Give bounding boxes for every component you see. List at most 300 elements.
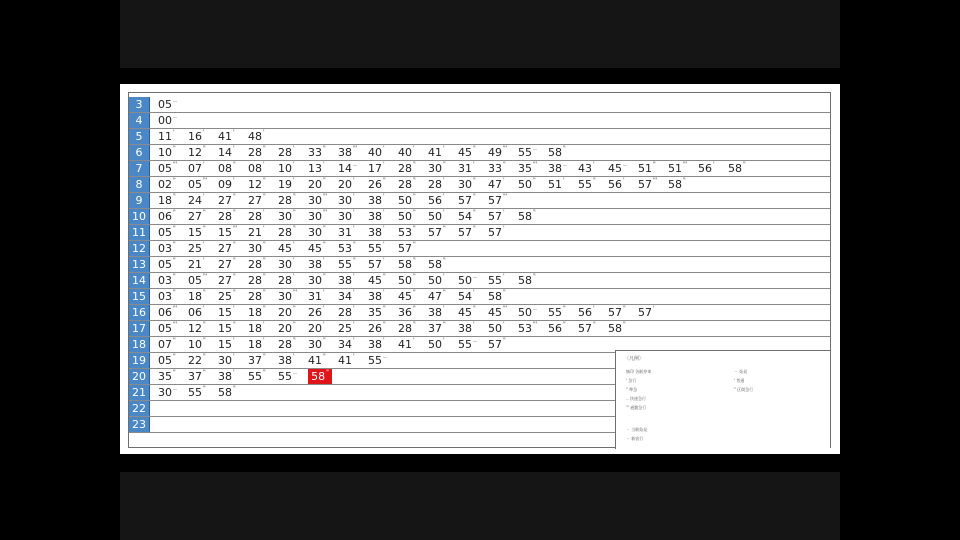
departure-cell[interactable] bbox=[668, 161, 698, 176]
departure-cell[interactable] bbox=[368, 321, 398, 336]
departure-cell[interactable] bbox=[308, 225, 338, 240]
departure-minute: 16 bbox=[188, 130, 202, 143]
departure-cell[interactable] bbox=[458, 161, 488, 176]
departure-cell[interactable] bbox=[158, 225, 188, 240]
train-type-mark: " bbox=[173, 369, 176, 376]
departure-cell-highlighted[interactable] bbox=[308, 369, 332, 384]
departure-cell[interactable] bbox=[158, 161, 188, 176]
departure-cell[interactable] bbox=[488, 305, 518, 320]
departure-cell[interactable] bbox=[398, 161, 428, 176]
train-type-mark: " bbox=[443, 257, 446, 264]
departure-minute: 55 bbox=[578, 178, 592, 191]
departure-cell[interactable] bbox=[368, 353, 398, 368]
departure-cell[interactable] bbox=[188, 241, 218, 256]
departure-cell[interactable] bbox=[338, 321, 368, 336]
train-type-mark: " bbox=[233, 273, 236, 280]
departure-cell[interactable] bbox=[488, 161, 518, 176]
departure-cell[interactable] bbox=[308, 321, 338, 336]
departure-minute: 20 bbox=[278, 306, 292, 319]
departure-cell[interactable] bbox=[308, 161, 338, 176]
departure-cell[interactable] bbox=[158, 209, 188, 224]
departure-cell[interactable] bbox=[518, 321, 548, 336]
departure-cell[interactable] bbox=[428, 193, 458, 208]
departure-cell[interactable] bbox=[398, 193, 428, 208]
departure-cell[interactable] bbox=[518, 209, 548, 224]
train-type-mark: " bbox=[353, 257, 356, 264]
departure-minute: 12 bbox=[248, 178, 262, 191]
departure-cell[interactable] bbox=[458, 193, 488, 208]
departure-cell[interactable] bbox=[278, 289, 308, 304]
departure-minute: 38 bbox=[368, 194, 382, 207]
departure-cell[interactable] bbox=[158, 193, 188, 208]
departure-cell[interactable] bbox=[218, 241, 248, 256]
departure-cell[interactable] bbox=[458, 337, 488, 352]
train-type-mark: "' bbox=[233, 225, 238, 232]
departure-cell[interactable] bbox=[158, 257, 188, 272]
departure-cell[interactable] bbox=[278, 305, 308, 320]
departure-cell[interactable] bbox=[428, 257, 458, 272]
departure-cell[interactable] bbox=[158, 321, 188, 336]
train-type-mark: " bbox=[326, 369, 329, 376]
departure-cell[interactable] bbox=[398, 241, 428, 256]
departure-cell[interactable] bbox=[218, 353, 248, 368]
departure-cell[interactable] bbox=[368, 161, 398, 176]
departure-cell[interactable] bbox=[278, 209, 308, 224]
hour-label: 17 bbox=[129, 321, 150, 336]
train-type-mark: " bbox=[233, 241, 236, 248]
departure-cell[interactable] bbox=[368, 177, 398, 192]
departure-minute: 57 bbox=[488, 210, 502, 223]
departure-minute: 58 bbox=[218, 386, 232, 399]
departure-cell[interactable] bbox=[278, 337, 308, 352]
departure-cell[interactable] bbox=[218, 321, 248, 336]
hour-label: 9 bbox=[129, 193, 150, 208]
departure-cell[interactable] bbox=[338, 289, 368, 304]
departure-cell[interactable] bbox=[518, 305, 548, 320]
train-type-mark: " bbox=[413, 209, 416, 216]
departure-cell[interactable] bbox=[248, 129, 278, 144]
departure-cell[interactable] bbox=[248, 369, 278, 384]
departure-cell[interactable] bbox=[668, 177, 698, 192]
departure-cell[interactable] bbox=[488, 321, 518, 336]
departure-cell[interactable] bbox=[188, 225, 218, 240]
departure-cell[interactable] bbox=[578, 161, 608, 176]
departure-cell[interactable] bbox=[218, 193, 248, 208]
departure-cell[interactable] bbox=[158, 97, 188, 112]
departure-cell[interactable] bbox=[518, 161, 548, 176]
departure-cell[interactable] bbox=[278, 369, 308, 384]
departure-cell[interactable] bbox=[278, 177, 308, 192]
departure-cell[interactable] bbox=[338, 257, 368, 272]
departure-cell[interactable] bbox=[458, 209, 488, 224]
departure-cell[interactable] bbox=[338, 337, 368, 352]
departure-cell[interactable] bbox=[338, 241, 368, 256]
departure-cell[interactable] bbox=[488, 289, 518, 304]
departure-cell[interactable] bbox=[248, 257, 278, 272]
departure-minute: 05 bbox=[158, 226, 172, 239]
departure-minute: 45 bbox=[308, 242, 322, 255]
departure-cell[interactable] bbox=[428, 337, 458, 352]
departure-cell[interactable] bbox=[638, 161, 668, 176]
departure-minute: 38 bbox=[368, 338, 382, 351]
departure-cell[interactable] bbox=[278, 193, 308, 208]
departure-cell[interactable] bbox=[368, 289, 398, 304]
train-type-mark: " bbox=[473, 145, 476, 152]
train-type-mark: " bbox=[203, 321, 206, 328]
departure-cell[interactable] bbox=[248, 209, 278, 224]
departure-cell[interactable] bbox=[398, 145, 428, 160]
departure-cell[interactable] bbox=[488, 177, 518, 192]
departure-cell[interactable] bbox=[188, 209, 218, 224]
departure-cell[interactable] bbox=[248, 145, 278, 160]
departure-cell[interactable] bbox=[488, 209, 518, 224]
departure-cell[interactable] bbox=[308, 257, 338, 272]
departure-cell[interactable] bbox=[428, 161, 458, 176]
departure-cell[interactable] bbox=[308, 305, 338, 320]
departure-cell[interactable] bbox=[188, 385, 218, 400]
train-type-mark: " bbox=[503, 161, 506, 168]
departure-cell[interactable] bbox=[578, 321, 608, 336]
departure-minute: 55 bbox=[368, 242, 382, 255]
departure-minute: 25 bbox=[188, 242, 202, 255]
train-type-mark: ‥ bbox=[173, 385, 178, 392]
departure-cell[interactable] bbox=[158, 129, 188, 144]
departure-cell[interactable] bbox=[188, 257, 218, 272]
departure-cell[interactable] bbox=[398, 177, 428, 192]
departure-cell[interactable] bbox=[428, 321, 458, 336]
departure-cell[interactable] bbox=[218, 161, 248, 176]
departure-cell[interactable] bbox=[158, 289, 188, 304]
hour-label: 14 bbox=[129, 273, 150, 288]
departure-cell[interactable] bbox=[458, 305, 488, 320]
departure-minute: 28 bbox=[248, 258, 262, 271]
departure-cell[interactable] bbox=[188, 289, 218, 304]
departure-cell[interactable] bbox=[368, 145, 398, 160]
departure-cell[interactable] bbox=[608, 321, 638, 336]
train-type-mark: " bbox=[473, 305, 476, 312]
departure-minute: 25 bbox=[218, 290, 232, 303]
departure-minute: 57 bbox=[638, 306, 652, 319]
departure-minute: 45 bbox=[398, 290, 412, 303]
departure-cell[interactable] bbox=[278, 257, 308, 272]
train-type-mark: " bbox=[653, 161, 656, 168]
departure-cell[interactable] bbox=[398, 289, 428, 304]
departure-cell[interactable] bbox=[248, 177, 278, 192]
departure-cell[interactable] bbox=[308, 273, 338, 288]
departure-minute: 38 bbox=[218, 370, 232, 383]
departure-cell[interactable] bbox=[248, 353, 278, 368]
departure-cell[interactable] bbox=[368, 273, 398, 288]
departure-cell[interactable] bbox=[248, 305, 278, 320]
train-type-mark: " bbox=[233, 385, 236, 392]
departure-cell[interactable] bbox=[728, 161, 758, 176]
train-type-mark: " bbox=[173, 273, 176, 280]
departure-cell[interactable] bbox=[278, 321, 308, 336]
train-type-mark: " bbox=[323, 337, 326, 344]
departure-cell[interactable] bbox=[488, 273, 518, 288]
departure-cell[interactable] bbox=[458, 289, 488, 304]
departure-minute: 28 bbox=[338, 306, 352, 319]
departure-cell[interactable] bbox=[368, 337, 398, 352]
departure-cell[interactable] bbox=[308, 241, 338, 256]
departure-minute: 07 bbox=[158, 338, 172, 351]
departure-minute: 30 bbox=[278, 258, 292, 271]
legend-item: "' 通勤急行 bbox=[626, 405, 647, 410]
departure-cell[interactable] bbox=[398, 321, 428, 336]
departure-cell[interactable] bbox=[308, 289, 338, 304]
departure-minute: 41 bbox=[398, 338, 412, 351]
departure-cell[interactable] bbox=[398, 257, 428, 272]
departure-cell[interactable] bbox=[188, 273, 218, 288]
departure-minute: 25 bbox=[338, 322, 352, 335]
departure-cell[interactable] bbox=[368, 257, 398, 272]
departure-cell[interactable] bbox=[518, 145, 548, 160]
departure-minute: 27 bbox=[218, 258, 232, 271]
departure-cell[interactable] bbox=[428, 305, 458, 320]
hour-row bbox=[129, 289, 830, 305]
departure-cell[interactable] bbox=[308, 353, 338, 368]
departure-cell[interactable] bbox=[338, 305, 368, 320]
departure-minute: 00 bbox=[158, 114, 172, 127]
train-type-mark: " bbox=[353, 241, 356, 248]
departure-minute: 33 bbox=[488, 162, 502, 175]
departure-cell[interactable] bbox=[218, 273, 248, 288]
departure-cell[interactable] bbox=[188, 321, 218, 336]
departure-cell[interactable] bbox=[218, 257, 248, 272]
departure-cell[interactable] bbox=[398, 225, 428, 240]
departure-cell[interactable] bbox=[338, 193, 368, 208]
departure-cell[interactable] bbox=[398, 273, 428, 288]
departure-cell[interactable] bbox=[278, 225, 308, 240]
departure-cell[interactable] bbox=[428, 209, 458, 224]
hour-row bbox=[129, 145, 830, 161]
departure-cell[interactable] bbox=[458, 225, 488, 240]
train-type-mark: " bbox=[263, 145, 266, 152]
departure-minute: 41 bbox=[338, 354, 352, 367]
departure-cell[interactable] bbox=[188, 129, 218, 144]
train-type-mark: " bbox=[203, 353, 206, 360]
departure-cell[interactable] bbox=[188, 337, 218, 352]
train-type-mark: ‥ bbox=[173, 97, 178, 104]
departure-cell[interactable] bbox=[218, 177, 248, 192]
departure-cell[interactable] bbox=[158, 353, 188, 368]
departure-cell[interactable] bbox=[188, 193, 218, 208]
departure-cell[interactable] bbox=[698, 161, 728, 176]
departure-minute: 10 bbox=[278, 162, 292, 175]
departure-cell[interactable] bbox=[308, 145, 338, 160]
departure-cell[interactable] bbox=[608, 177, 638, 192]
departure-minute: 50 bbox=[458, 274, 472, 287]
departure-minute: 05 bbox=[188, 178, 202, 191]
departure-cell[interactable] bbox=[158, 305, 188, 320]
departure-cell[interactable] bbox=[638, 177, 668, 192]
departure-minute: 35 bbox=[158, 370, 172, 383]
departure-cell[interactable] bbox=[308, 209, 338, 224]
departure-cell[interactable] bbox=[188, 177, 218, 192]
departure-cell[interactable] bbox=[218, 145, 248, 160]
departure-minute: 50 bbox=[398, 210, 412, 223]
departure-minute: 03 bbox=[158, 274, 172, 287]
departure-cell[interactable] bbox=[428, 145, 458, 160]
departure-cell[interactable] bbox=[488, 193, 518, 208]
departure-minute: 38 bbox=[278, 354, 292, 367]
departure-cell[interactable] bbox=[458, 145, 488, 160]
departure-cell[interactable] bbox=[368, 305, 398, 320]
departure-minute: 30 bbox=[308, 226, 322, 239]
departure-cell[interactable] bbox=[158, 385, 188, 400]
departure-cell[interactable] bbox=[338, 209, 368, 224]
departure-cell[interactable] bbox=[278, 161, 308, 176]
departure-cell[interactable] bbox=[278, 241, 308, 256]
departure-cell[interactable] bbox=[488, 337, 518, 352]
departure-minute: 14 bbox=[338, 162, 352, 175]
train-type-mark: " bbox=[173, 289, 176, 296]
departure-cell[interactable] bbox=[218, 337, 248, 352]
departure-cell[interactable] bbox=[248, 193, 278, 208]
train-type-mark: " bbox=[413, 161, 416, 168]
departure-cell[interactable] bbox=[428, 289, 458, 304]
departure-cell[interactable] bbox=[338, 353, 368, 368]
departure-cell[interactable] bbox=[338, 161, 368, 176]
departure-minute: 02 bbox=[158, 178, 172, 191]
departure-cell[interactable] bbox=[458, 321, 488, 336]
departure-cell[interactable] bbox=[218, 369, 248, 384]
departure-cell[interactable] bbox=[638, 305, 668, 320]
departure-cell[interactable] bbox=[548, 305, 578, 320]
departure-cell[interactable] bbox=[158, 273, 188, 288]
departure-cell[interactable] bbox=[308, 337, 338, 352]
departure-cell[interactable] bbox=[398, 337, 428, 352]
departure-cell[interactable] bbox=[548, 177, 578, 192]
departure-cell[interactable] bbox=[398, 305, 428, 320]
departure-cell[interactable] bbox=[488, 225, 518, 240]
departure-cell[interactable] bbox=[248, 289, 278, 304]
departure-cell[interactable] bbox=[368, 225, 398, 240]
departure-cell[interactable] bbox=[218, 129, 248, 144]
departure-cell[interactable] bbox=[338, 177, 368, 192]
departure-cell[interactable] bbox=[218, 225, 248, 240]
legend-item: ・ 当駅始発 bbox=[626, 427, 648, 432]
departure-cell[interactable] bbox=[248, 337, 278, 352]
departure-cell[interactable] bbox=[248, 225, 278, 240]
departure-cell[interactable] bbox=[248, 273, 278, 288]
departure-cell[interactable] bbox=[248, 321, 278, 336]
hour-row bbox=[129, 193, 830, 209]
departure-cell[interactable] bbox=[218, 385, 248, 400]
train-type-mark: " bbox=[203, 145, 206, 152]
departure-cell[interactable] bbox=[338, 145, 368, 160]
departure-minute: 30 bbox=[308, 338, 322, 351]
departure-cell[interactable] bbox=[158, 337, 188, 352]
departure-cell[interactable] bbox=[578, 177, 608, 192]
train-type-mark: "' bbox=[203, 177, 208, 184]
departure-minute: 07 bbox=[188, 162, 202, 175]
departure-cell[interactable] bbox=[548, 161, 578, 176]
departure-cell[interactable] bbox=[218, 305, 248, 320]
departure-cell[interactable] bbox=[248, 161, 278, 176]
departure-cell[interactable] bbox=[158, 145, 188, 160]
departure-cell[interactable] bbox=[158, 241, 188, 256]
legend-title: 〈凡例〉 bbox=[624, 356, 645, 362]
departure-cell[interactable] bbox=[458, 273, 488, 288]
departure-cell[interactable] bbox=[608, 161, 638, 176]
departure-cell[interactable] bbox=[308, 193, 338, 208]
train-type-mark: " bbox=[383, 177, 386, 184]
departure-cell[interactable] bbox=[548, 321, 578, 336]
departure-cell[interactable] bbox=[428, 225, 458, 240]
departure-cell[interactable] bbox=[578, 305, 608, 320]
hour-label: 7 bbox=[129, 161, 150, 176]
departure-cell[interactable] bbox=[368, 193, 398, 208]
train-type-mark: " bbox=[413, 289, 416, 296]
train-type-mark: " bbox=[293, 305, 296, 312]
departure-cell[interactable] bbox=[338, 225, 368, 240]
departure-cell[interactable] bbox=[518, 273, 548, 288]
departure-cell[interactable] bbox=[518, 177, 548, 192]
departure-cell[interactable] bbox=[428, 273, 458, 288]
train-type-mark: ' bbox=[563, 177, 565, 184]
departure-cell[interactable] bbox=[158, 177, 188, 192]
departure-cell[interactable] bbox=[458, 177, 488, 192]
train-type-mark: ' bbox=[383, 337, 385, 344]
departure-cell[interactable] bbox=[428, 177, 458, 192]
departure-cell[interactable] bbox=[278, 353, 308, 368]
departure-minute: 50 bbox=[428, 338, 442, 351]
departure-cell[interactable] bbox=[308, 177, 338, 192]
departure-minute: 27 bbox=[218, 274, 232, 287]
train-type-mark: " bbox=[293, 193, 296, 200]
departure-cell[interactable] bbox=[188, 145, 218, 160]
train-type-mark: ' bbox=[263, 209, 265, 216]
departure-minute: 57 bbox=[608, 306, 622, 319]
departure-minute: 34 bbox=[338, 338, 352, 351]
departure-cell[interactable] bbox=[218, 209, 248, 224]
departure-minute: 37 bbox=[428, 322, 442, 335]
departure-cell[interactable] bbox=[188, 353, 218, 368]
departure-cell[interactable] bbox=[548, 145, 578, 160]
departure-cell[interactable] bbox=[608, 305, 638, 320]
train-type-mark: ' bbox=[713, 161, 715, 168]
train-type-mark: " bbox=[323, 225, 326, 232]
departure-cell[interactable] bbox=[278, 145, 308, 160]
departure-minute: 30 bbox=[308, 194, 322, 207]
train-type-mark: "' bbox=[503, 145, 508, 152]
departure-cell[interactable] bbox=[278, 273, 308, 288]
departure-cell[interactable] bbox=[368, 241, 398, 256]
departure-cell[interactable] bbox=[338, 273, 368, 288]
train-type-mark: ' bbox=[233, 145, 235, 152]
train-type-mark: ' bbox=[233, 129, 235, 136]
train-type-mark: ' bbox=[293, 145, 295, 152]
hour-label: 13 bbox=[129, 257, 150, 272]
train-type-mark: ' bbox=[263, 337, 265, 344]
departure-cell[interactable] bbox=[248, 241, 278, 256]
train-type-mark: "' bbox=[173, 305, 178, 312]
departure-cell[interactable] bbox=[218, 289, 248, 304]
departure-cell[interactable] bbox=[158, 113, 188, 128]
departure-minute: 06 bbox=[158, 210, 172, 223]
departure-cell[interactable] bbox=[188, 161, 218, 176]
departure-cell[interactable] bbox=[398, 209, 428, 224]
departure-cell[interactable] bbox=[188, 369, 218, 384]
departure-cell[interactable] bbox=[158, 369, 188, 384]
departure-cell[interactable] bbox=[188, 305, 218, 320]
legend-item: ' 普通 bbox=[734, 378, 745, 383]
train-type-mark: ' bbox=[653, 305, 655, 312]
departure-minute: 38 bbox=[368, 290, 382, 303]
departure-cell[interactable] bbox=[368, 209, 398, 224]
departure-cell[interactable] bbox=[488, 145, 518, 160]
